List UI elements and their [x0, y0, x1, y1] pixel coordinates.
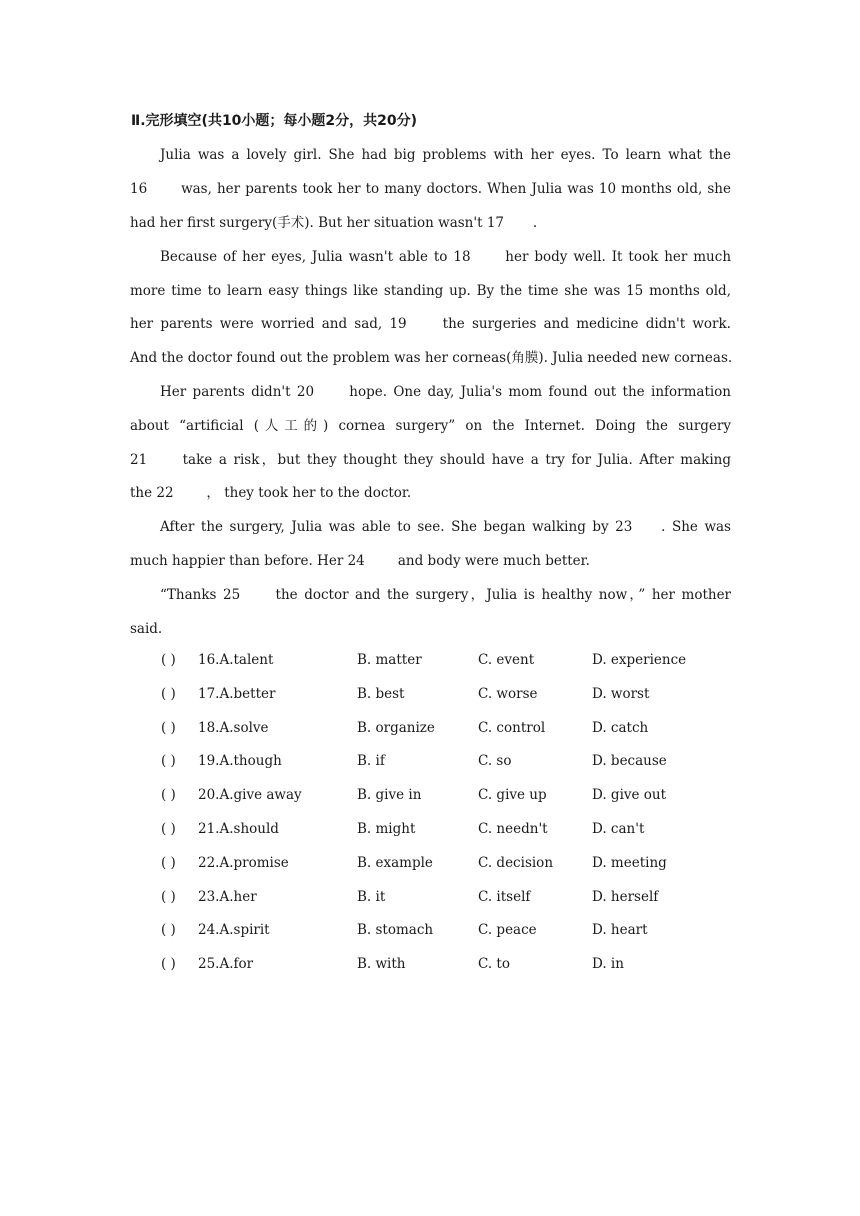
option-d[interactable]: D. because [592, 753, 667, 770]
answer-bracket[interactable]: ( ) [161, 719, 176, 736]
option-c[interactable]: C. so [478, 753, 512, 770]
option-b[interactable]: B. it [357, 888, 386, 905]
option-b[interactable]: B. stomach [357, 922, 434, 939]
passage-line: Julia was a lovely girl. She had big problems with her eyes. To learn what the [160, 147, 731, 163]
option-a[interactable]: 21.A.should [198, 821, 279, 837]
blank-19[interactable]: 19 [389, 316, 407, 332]
option-c[interactable]: C. give up [478, 787, 547, 804]
option-d[interactable]: D. meeting [592, 854, 667, 871]
option-a[interactable]: 20.A.give away [198, 787, 302, 804]
option-a[interactable]: 18.A.solve [198, 719, 269, 736]
option-b[interactable]: B. best [357, 685, 405, 702]
answer-bracket[interactable]: ( ) [161, 652, 176, 668]
option-d[interactable]: D. can't [592, 821, 645, 837]
passage-line: the 22 ， they took her to the doctor. [130, 485, 412, 501]
option-c[interactable]: C. control [478, 719, 546, 736]
passage-line: her parents were worried and sad, 19 the surgeries and medicine didn't work. [130, 316, 731, 332]
option-c[interactable]: C. peace [478, 922, 537, 939]
passage-line: After the surgery, Julia was able to see. She began walking by 23 . She was [160, 519, 731, 535]
option-a[interactable]: 16.A.talent [198, 652, 274, 668]
option-c[interactable]: C. to [478, 956, 510, 973]
answer-bracket[interactable]: ( ) [161, 753, 176, 770]
passage-line: more time to learn easy things like standing up. By the time she was 15 months old, [130, 283, 731, 299]
passage-line: Because of her eyes, Julia wasn't able to 18 her body well. It took her much [160, 249, 732, 265]
blank-16[interactable]: 16 [130, 181, 148, 197]
option-a[interactable]: 23.A.her [198, 888, 257, 905]
answer-bracket[interactable]: ( ) [161, 956, 176, 973]
option-b[interactable]: B. might [357, 821, 416, 837]
option-a[interactable]: 24.A.spirit [198, 922, 270, 939]
blank-21[interactable]: 21 [130, 452, 148, 468]
option-d[interactable]: D. in [592, 956, 624, 973]
answer-bracket[interactable]: ( ) [161, 787, 176, 804]
option-b[interactable]: B. if [357, 753, 385, 770]
option-b[interactable]: B. matter [357, 652, 422, 668]
option-a[interactable]: 22.A.promise [198, 854, 289, 871]
blank-17[interactable]: 17 [486, 215, 504, 231]
passage-line: “Thanks 25 the doctor and the surgery，Julia is healthy now，” her mother [160, 587, 732, 603]
option-c[interactable]: C. itself [478, 888, 531, 905]
option-b[interactable]: B. with [357, 956, 406, 973]
answer-bracket[interactable]: ( ) [161, 888, 176, 905]
option-a[interactable]: 17.A.better [198, 685, 276, 702]
option-d[interactable]: D. herself [592, 888, 659, 905]
blank-20[interactable]: 20 [296, 384, 315, 400]
option-b[interactable]: B. example [357, 854, 433, 871]
passage-line: had her first surgery(手术). But her situation wasn't 17 . [130, 215, 538, 231]
option-c[interactable]: C. needn't [478, 821, 548, 837]
option-d[interactable]: D. heart [592, 922, 648, 939]
option-a[interactable]: 25.A.for [198, 956, 254, 973]
option-b[interactable]: B. organize [357, 719, 435, 736]
answer-bracket[interactable]: ( ) [161, 685, 176, 702]
option-b[interactable]: B. give in [357, 787, 422, 804]
passage-line: 16 was, her parents took her to many doctors. When Julia was 10 months old, she [130, 181, 731, 197]
option-c[interactable]: C. worse [478, 685, 538, 702]
answer-bracket[interactable]: ( ) [161, 821, 176, 837]
passage-line: much happier than before. Her 24 and body were much better. [130, 553, 590, 569]
answer-bracket[interactable]: ( ) [161, 922, 176, 939]
passage-line: said. [130, 621, 163, 637]
option-d[interactable]: D. worst [592, 685, 650, 702]
passage-line: Her parents didn't 20 hope. One day, Julia's mom found out the information [160, 384, 732, 400]
blank-22[interactable]: 22 [156, 485, 174, 501]
answer-bracket[interactable]: ( ) [161, 854, 176, 871]
blank-25[interactable]: 25 [223, 587, 241, 603]
option-d[interactable]: D. catch [592, 719, 649, 736]
option-c[interactable]: C. decision [478, 854, 554, 871]
option-a[interactable]: 19.A.though [198, 753, 282, 770]
option-d[interactable]: D. experience [592, 652, 687, 668]
passage-line: 21 take a risk，but they thought they should have a try for Julia. After making [130, 452, 731, 468]
blank-18[interactable]: 18 [453, 249, 471, 265]
option-d[interactable]: D. give out [592, 787, 667, 804]
option-c[interactable]: C. event [478, 652, 535, 668]
passage-line: And the doctor found out the problem was her corneas(角膜). Julia needed new corneas. [130, 350, 733, 366]
passage-line: about “artificial (人工的) cornea surgery” on the Internet. Doing the surgery [130, 418, 731, 434]
section-title: Ⅱ.完形填空(共10小题；每小题2分，共20分) [131, 113, 418, 129]
blank-23[interactable]: 23 [615, 519, 633, 535]
blank-24[interactable]: 24 [347, 553, 365, 569]
